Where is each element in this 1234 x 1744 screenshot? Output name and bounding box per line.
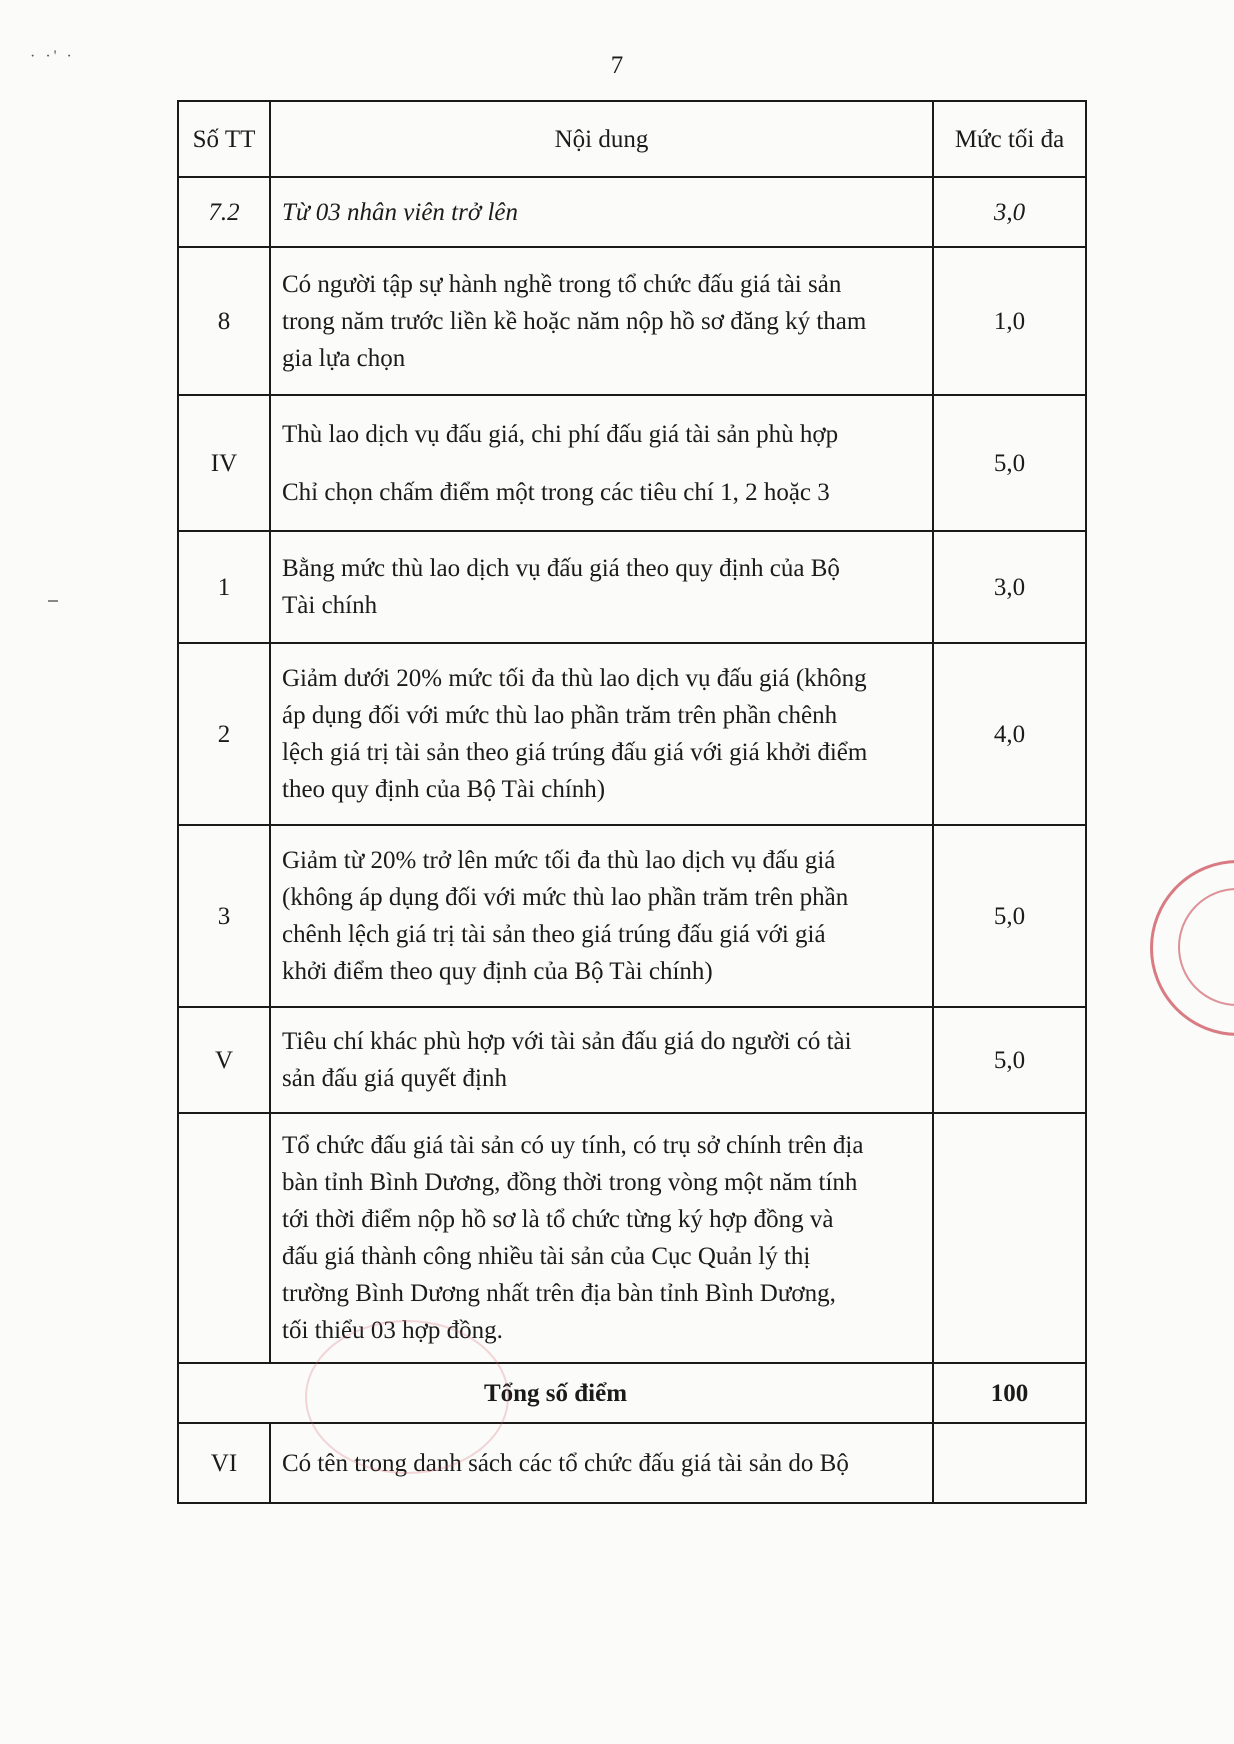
row-max [933,1113,1086,1363]
content-line: Thù lao dịch vụ đấu giá, chi phí đấu giá tài sản phù hợp [282,420,839,448]
content-line: Chỉ chọn chấm điểm một trong các tiêu chí 1, 2 hoặc 3 [282,478,830,506]
row-content [270,531,933,643]
content-line: áp dụng đối với mức thù lao phần trăm trên phần chênh [282,702,838,729]
table-row [178,247,1086,395]
page-number: 7 [610,52,624,79]
content-line: đấu giá thành công nhiều tài sản của Cục Quản lý thị [282,1243,811,1270]
faint-stamp-imprint [305,1320,509,1474]
table-row [178,1113,1086,1363]
content-line: Bằng mức thù lao dịch vụ đấu giá theo quy định của Bộ [282,555,840,582]
table-row [178,1423,1086,1503]
row-content: Có tên trong danh sách các tổ chức đấu giá tài sản do Bộ [270,1423,933,1503]
content-line: trường Bình Dương nhất trên địa bàn tỉnh Bình Dương, [282,1280,836,1307]
row-content [270,1007,933,1113]
row-content [270,247,933,395]
content-line: theo quy định của Bộ Tài chính) [282,776,606,803]
row-max: 3,0 [933,177,1086,247]
row-no: V [178,1007,270,1113]
content-line: chênh lệch giá trị tài sản theo giá trúng đấu giá với giá [282,921,826,948]
content-line: tối thiểu 03 hợp đồng. [282,1317,503,1344]
scan-specks: · ·' · [30,48,75,65]
row-max: 1,0 [933,247,1086,395]
header-no: Số TT [178,101,270,177]
row-content [270,643,933,825]
row-max: 5,0 [933,825,1086,1007]
table-row [178,1007,1086,1113]
row-no: 8 [178,247,270,395]
table-row [178,643,1086,825]
header-max: Mức tối đa [933,101,1086,177]
row-content [270,177,933,247]
row-no: 2 [178,643,270,825]
content-line: Tổ chức đấu giá tài sản có uy tính, có trụ sở chính trên địa [282,1132,864,1159]
row-max: 5,0 [933,395,1086,531]
content-line: Tài chính [282,592,378,619]
table-header-row [178,101,1086,177]
table-row [178,825,1086,1007]
total-label: Tổng số điểm [178,1363,933,1423]
row-content [270,395,933,531]
content-line: (không áp dụng đối với mức thù lao phần trăm trên phần [282,884,849,911]
table-row [178,395,1086,531]
scoring-table [177,100,1087,1504]
header-content: Nội dung [270,101,933,177]
content-line: gia lựa chọn [282,344,406,372]
content-line: Tiêu chí khác phù hợp với tài sản đấu giá do người có tài [282,1028,852,1055]
content-line: sản đấu giá quyết định [282,1065,507,1092]
row-max: 5,0 [933,1007,1086,1113]
row-max: 4,0 [933,643,1086,825]
row-no: 1 [178,531,270,643]
row-content [270,825,933,1007]
content-line: tới thời điểm nộp hồ sơ là tổ chức từng ký hợp đồng và [282,1206,834,1233]
row-no: 3 [178,825,270,1007]
content-line: Giảm dưới 20% mức tối đa thù lao dịch vụ đấu giá (không [282,665,867,692]
row-no [178,1113,270,1363]
content-line: lệch giá trị tài sản theo giá trúng đấu giá với giá khởi điểm [282,739,868,766]
content-line: Từ 03 nhân viên trở lên [282,198,518,226]
content-line: bàn tỉnh Bình Dương, đồng thời trong vòng một năm tính [282,1169,858,1196]
row-max [933,1423,1086,1503]
row-no: VI [178,1423,270,1503]
table-row [178,531,1086,643]
content-line: Có người tập sự hành nghề trong tổ chức đấu giá tài sản [282,270,842,298]
row-no: IV [178,395,270,531]
content-line: trong năm trước liền kề hoặc năm nộp hồ sơ đăng ký tham [282,307,867,335]
content-line: khởi điểm theo quy định của Bộ Tài chính) [282,958,713,985]
row-max: 3,0 [933,531,1086,643]
table-row [178,177,1086,247]
total-value: 100 [933,1363,1086,1423]
scan-mark [48,600,58,602]
row-no: 7.2 [178,177,270,247]
content-line: Giảm từ 20% trở lên mức tối đa thù lao dịch vụ đấu giá [282,847,836,874]
